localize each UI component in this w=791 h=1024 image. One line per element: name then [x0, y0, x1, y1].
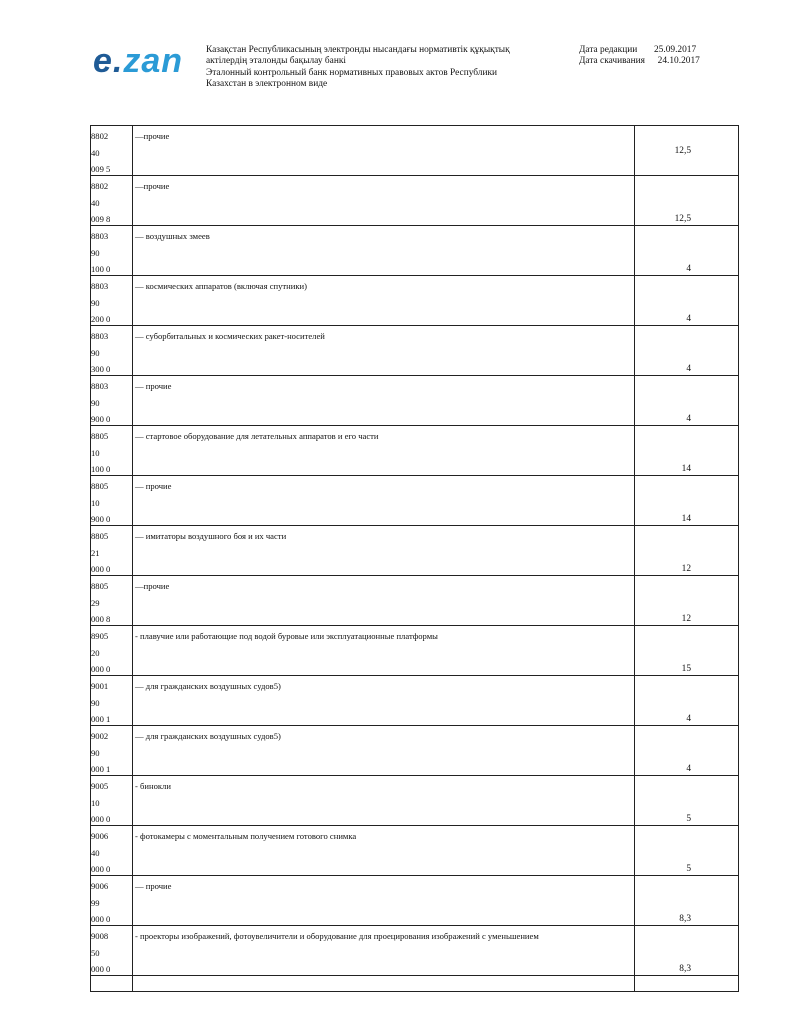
code-cell: [91, 226, 133, 276]
code-part: 000 0: [91, 664, 111, 674]
code-part: 90: [91, 248, 100, 258]
description-text: —прочие: [135, 131, 170, 141]
code-cell: [91, 426, 133, 476]
description-text: - бинокли: [135, 781, 171, 791]
table-row: [91, 676, 739, 726]
description-text: — прочие: [135, 881, 172, 891]
empty-cell: [635, 976, 739, 992]
table-row: [91, 626, 739, 676]
rate-value: 4: [686, 364, 691, 374]
code-part: 10: [91, 448, 100, 458]
download-date-row: [579, 56, 700, 67]
code-part: 000 1: [91, 714, 111, 724]
table-row: [91, 526, 739, 576]
code-part: 90: [91, 398, 100, 408]
rate-cell: [635, 626, 739, 676]
description-cell: [133, 226, 635, 276]
description-cell: [133, 826, 635, 876]
description-cell: [133, 126, 635, 176]
code-part: 90: [91, 748, 100, 758]
code-part: 8803: [91, 231, 109, 241]
description-text: — для гражданских воздушных судов5): [135, 681, 281, 691]
code-part: 8805: [91, 431, 109, 441]
code-part: 8803: [91, 331, 109, 341]
rate-value: 4: [686, 414, 691, 424]
description-cell: [133, 326, 635, 376]
code-cell: [91, 926, 133, 976]
rate-cell: [635, 926, 739, 976]
rate-cell: [635, 226, 739, 276]
code-part: 8905: [91, 631, 109, 641]
rate-cell: [635, 676, 739, 726]
code-part: 9001: [91, 681, 109, 691]
table-row: [91, 426, 739, 476]
code-part: 009 8: [91, 214, 111, 224]
code-part: 300 0: [91, 364, 111, 374]
code-cell: [91, 326, 133, 376]
code-part: 40: [91, 148, 100, 158]
description-text: — для гражданских воздушных судов5): [135, 731, 281, 741]
code-part: 200 0: [91, 314, 111, 324]
rate-value: 12: [681, 614, 691, 624]
rate-value: 14: [681, 514, 691, 524]
code-part: 90: [91, 298, 100, 308]
code-part: 90: [91, 698, 100, 708]
rate-cell: [635, 726, 739, 776]
code-part: 000 8: [91, 614, 111, 624]
code-part: 40: [91, 198, 100, 208]
rate-value: 8,3: [679, 914, 691, 924]
code-cell: [91, 676, 133, 726]
code-part: 8803: [91, 381, 109, 391]
rate-cell: [635, 576, 739, 626]
rate-cell: [635, 376, 739, 426]
table-row: [91, 226, 739, 276]
description-text: — воздушных змеев: [135, 231, 210, 241]
code-part: 8805: [91, 481, 109, 491]
table-row: [91, 476, 739, 526]
code-part: 8803: [91, 281, 109, 291]
rate-value: 8,3: [679, 964, 691, 974]
code-part: 90: [91, 348, 100, 358]
rate-value: 12: [681, 564, 691, 574]
rate-value: 4: [686, 714, 691, 724]
rate-value: 15: [681, 664, 691, 674]
code-part: 8802: [91, 181, 109, 191]
code-cell: [91, 376, 133, 426]
header-line: актілердің эталонды бақылау банкі: [206, 56, 346, 67]
code-part: 000 0: [91, 564, 111, 574]
description-cell: [133, 426, 635, 476]
table-row: [91, 376, 739, 426]
code-cell: [91, 276, 133, 326]
edition-label: Дата редакции: [579, 45, 638, 55]
code-part: 9008: [91, 931, 109, 941]
code-cell: [91, 576, 133, 626]
rate-cell: [635, 776, 739, 826]
description-text: — прочие: [135, 381, 172, 391]
code-part: 100 0: [91, 264, 111, 274]
code-part: 8802: [91, 131, 109, 141]
code-cell: [91, 626, 133, 676]
table-row: [91, 126, 739, 176]
header-line: Эталонный контрольный банк нормативных правовых актов Республики: [206, 67, 498, 78]
rate-value: 4: [686, 264, 691, 274]
table-row: [91, 276, 739, 326]
code-part: 20: [91, 648, 100, 658]
tariff-table: [90, 125, 739, 992]
code-part: 000 1: [91, 764, 111, 774]
empty-cell: [91, 976, 133, 992]
download-date: 24.10.2017: [657, 56, 700, 67]
description-cell: [133, 776, 635, 826]
rate-value: 12,5: [674, 214, 691, 224]
rate-cell: [635, 326, 739, 376]
code-part: 9005: [91, 781, 109, 791]
logo-zan: zan: [123, 42, 184, 80]
description-text: — суборбитальных и космических ракет-носителей: [135, 331, 325, 341]
description-cell: [133, 576, 635, 626]
table-row: [91, 826, 739, 876]
description-cell: [133, 876, 635, 926]
rate-value: 12,5: [674, 146, 691, 156]
code-part: 100 0: [91, 464, 111, 474]
table-row: [91, 176, 739, 226]
header-line: Казахстан в электронном виде: [206, 78, 328, 89]
download-label: Дата скачивания: [579, 56, 645, 67]
code-part: 9002: [91, 731, 109, 741]
description-text: — имитаторы воздушного боя и их части: [135, 531, 287, 541]
table-row: [91, 326, 739, 376]
table-row: [91, 576, 739, 626]
code-part: 50: [91, 948, 100, 958]
code-part: 9006: [91, 831, 109, 841]
description-text: - фотокамеры с моментальным получением готового снимка: [135, 831, 357, 841]
rate-cell: [635, 826, 739, 876]
code-part: 000 0: [91, 914, 111, 924]
rate-cell: [635, 876, 739, 926]
code-cell: [91, 176, 133, 226]
table-row: [91, 776, 739, 826]
table-row: [91, 926, 739, 976]
logo-e: e: [93, 42, 113, 80]
code-part: 10: [91, 798, 100, 808]
rate-value: 4: [686, 314, 691, 324]
code-part: 900 0: [91, 414, 111, 424]
description-text: —прочие: [135, 181, 170, 191]
code-part: 000 0: [91, 864, 111, 874]
rate-cell: [635, 126, 739, 176]
rate-value: 5: [686, 814, 691, 824]
edition-date: 25.09.2017: [653, 45, 697, 55]
code-cell: [91, 826, 133, 876]
description-text: - проекторы изображений, фотоувеличители и оборудование для проецирования изображений с уменьшением: [135, 931, 539, 941]
code-part: 40: [91, 848, 100, 858]
code-part: 900 0: [91, 514, 111, 524]
table-row: [91, 726, 739, 776]
code-cell: [91, 876, 133, 926]
code-part: 9006: [91, 881, 109, 891]
code-cell: [91, 726, 133, 776]
code-cell: [91, 526, 133, 576]
description-cell: [133, 726, 635, 776]
description-text: - плавучие или работающие под водой буровые или эксплуатационные платформы: [135, 631, 438, 641]
header-line: Казақстан Республикасының электронды нысандағы нормативтік құқықтық: [206, 45, 510, 55]
ezan-logo: [93, 44, 183, 78]
code-part: 8805: [91, 531, 109, 541]
description-cell: [133, 626, 635, 676]
rate-cell: [635, 426, 739, 476]
code-part: 29: [91, 598, 100, 608]
code-part: 21: [91, 548, 100, 558]
header-dates: [579, 45, 700, 68]
rate-cell: [635, 526, 739, 576]
description-text: — космических аппаратов (включая спутники): [135, 281, 307, 291]
header-title-block: [206, 45, 556, 90]
rate-cell: [635, 176, 739, 226]
code-part: 009 5: [91, 164, 111, 174]
code-part: 000 0: [91, 814, 111, 824]
rate-cell: [635, 276, 739, 326]
code-cell: [91, 776, 133, 826]
description-text: —прочие: [135, 581, 170, 591]
description-cell: [133, 176, 635, 226]
code-cell: [91, 126, 133, 176]
table-row-empty: [91, 976, 739, 992]
description-cell: [133, 526, 635, 576]
description-cell: [133, 676, 635, 726]
rate-value: 14: [681, 464, 691, 474]
code-cell: [91, 476, 133, 526]
code-part: 000 0: [91, 964, 111, 974]
description-cell: [133, 376, 635, 426]
logo-dot: .: [112, 42, 124, 80]
description-cell: [133, 276, 635, 326]
rate-value: 5: [686, 864, 691, 874]
empty-cell: [133, 976, 635, 992]
edition-date-row: [579, 45, 700, 56]
rate-cell: [635, 476, 739, 526]
code-part: 99: [91, 898, 100, 908]
table-row: [91, 876, 739, 926]
description-cell: [133, 926, 635, 976]
description-text: — прочие: [135, 481, 172, 491]
rate-value: 4: [686, 764, 691, 774]
code-part: 10: [91, 498, 100, 508]
description-cell: [133, 476, 635, 526]
description-text: — стартовое оборудование для летательных аппаратов и его части: [135, 431, 379, 441]
code-part: 8805: [91, 581, 109, 591]
